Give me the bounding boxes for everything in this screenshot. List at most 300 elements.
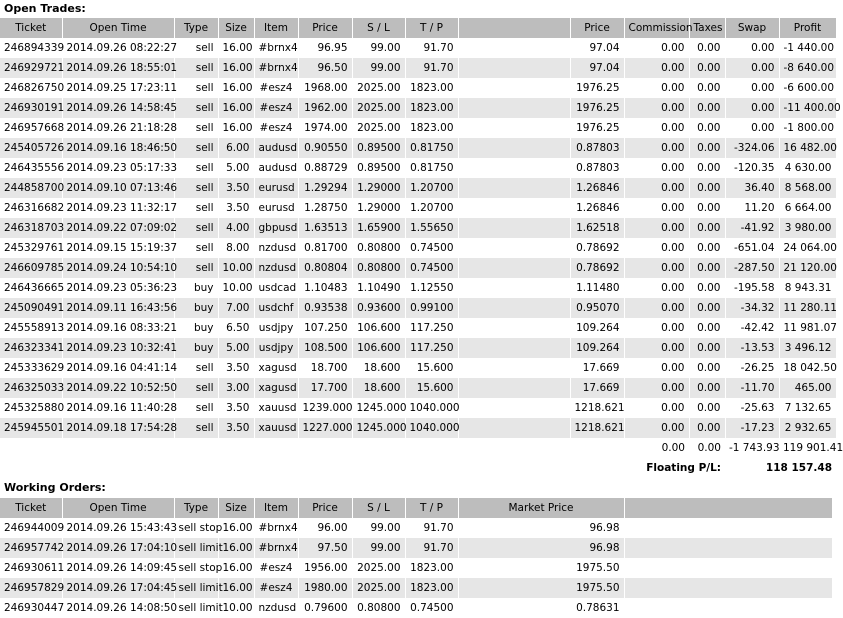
cell-size: 3.50 [218, 198, 254, 218]
cell-swap: 36.40 [725, 178, 779, 198]
cell-size: 3.50 [218, 178, 254, 198]
cell-item: xagusd [254, 358, 298, 378]
cell-tp: 1823.00 [405, 578, 458, 598]
cell-profit: 8 568.00 [779, 178, 836, 198]
cell-ticket: 246318703 [0, 218, 62, 238]
cell-current-price: 0.87803 [570, 158, 624, 178]
cell-price: 96.50 [298, 58, 352, 78]
cell-type: sell [174, 398, 218, 418]
cell-swap: 0.00 [725, 98, 779, 118]
cell-ticket: 246826750 [0, 78, 62, 98]
cell-ticket: 246323341 [0, 338, 62, 358]
cell-tp: 1.20700 [405, 178, 458, 198]
cell-commission: 0.00 [624, 238, 689, 258]
cell-swap: 0.00 [725, 118, 779, 138]
cell-swap: -13.53 [725, 338, 779, 358]
cell-current-price: 0.87803 [570, 138, 624, 158]
cell-market-price: 96.98 [458, 518, 624, 538]
cell-item: audusd [254, 138, 298, 158]
cell-open-time: 2014.09.24 10:54:10 [62, 258, 174, 278]
cell-blank [624, 518, 832, 538]
cell-open-time: 2014.09.26 14:08:50 [62, 598, 174, 618]
cell-profit: -6 600.00 [779, 78, 836, 98]
cell-profit: 3 980.00 [779, 218, 836, 238]
cell-open-time: 2014.09.18 17:54:28 [62, 418, 174, 438]
wo-col-size: Size [218, 498, 254, 518]
cell-sl: 99.00 [352, 38, 405, 58]
cell-taxes: 0.00 [689, 178, 725, 198]
cell-price: 1962.00 [298, 98, 352, 118]
cell-ticket: 245945501 [0, 418, 62, 438]
cell-profit: -1 800.00 [779, 118, 836, 138]
cell-item: xauusd [254, 418, 298, 438]
cell-tp: 0.74500 [405, 598, 458, 618]
cell-tp: 15.600 [405, 358, 458, 378]
cell-type: buy [174, 318, 218, 338]
cell-current-price: 1976.25 [570, 78, 624, 98]
cell-swap: -34.32 [725, 298, 779, 318]
cell-open-time: 2014.09.15 15:19:37 [62, 238, 174, 258]
col-blank [458, 18, 570, 38]
totals-row [0, 438, 836, 458]
table-row [0, 398, 836, 418]
cell-price: 96.00 [298, 518, 352, 538]
cell-size: 16.00 [218, 578, 254, 598]
cell-current-price: 17.669 [570, 378, 624, 398]
cell-tp: 91.70 [405, 58, 458, 78]
cell-open-time: 2014.09.26 14:09:45 [62, 558, 174, 578]
cell-profit: 7 132.65 [779, 398, 836, 418]
cell-item: #brnx4 [254, 58, 298, 78]
cell-ticket: 245329761 [0, 238, 62, 258]
cell-profit: 24 064.00 [779, 238, 836, 258]
cell-item: #esz4 [254, 558, 298, 578]
total-swap: -1 743.93 [725, 438, 779, 458]
cell-current-price: 97.04 [570, 38, 624, 58]
cell-commission: 0.00 [624, 198, 689, 218]
cell-taxes: 0.00 [689, 218, 725, 238]
cell-current-price: 1976.25 [570, 98, 624, 118]
cell-ticket: 246930191 [0, 98, 62, 118]
cell-tp: 117.250 [405, 318, 458, 338]
cell-current-price: 109.264 [570, 338, 624, 358]
cell-type: buy [174, 338, 218, 358]
cell-open-time: 2014.09.26 17:04:45 [62, 578, 174, 598]
col-profit: Profit [779, 18, 836, 38]
cell-commission: 0.00 [624, 38, 689, 58]
col-current-price: Price [570, 18, 624, 38]
cell-commission: 0.00 [624, 338, 689, 358]
table-row [0, 538, 832, 558]
cell-open-time: 2014.09.26 15:43:43 [62, 518, 174, 538]
cell-ticket: 246944009 [0, 518, 62, 538]
cell-swap: 0.00 [725, 38, 779, 58]
cell-commission: 0.00 [624, 318, 689, 338]
cell-type: sell [174, 98, 218, 118]
col-type: Type [174, 18, 218, 38]
cell-item: nzdusd [254, 258, 298, 278]
cell-blank [458, 38, 570, 58]
cell-commission: 0.00 [624, 158, 689, 178]
cell-sl: 1245.000 [352, 418, 405, 438]
cell-type: sell [174, 418, 218, 438]
col-tp: T / P [405, 18, 458, 38]
cell-size: 16.00 [218, 518, 254, 538]
cell-current-price: 1976.25 [570, 118, 624, 138]
cell-sl: 99.00 [352, 518, 405, 538]
cell-item: usdjpy [254, 318, 298, 338]
cell-size: 16.00 [218, 118, 254, 138]
cell-commission: 0.00 [624, 278, 689, 298]
cell-price: 0.80804 [298, 258, 352, 278]
cell-swap: -324.06 [725, 138, 779, 158]
cell-sl: 2025.00 [352, 118, 405, 138]
cell-commission: 0.00 [624, 58, 689, 78]
cell-price: 0.90550 [298, 138, 352, 158]
cell-tp: 0.99100 [405, 298, 458, 318]
cell-blank [458, 318, 570, 338]
wo-col-type: Type [174, 498, 218, 518]
working-orders-header-row [0, 498, 832, 518]
cell-profit: 2 932.65 [779, 418, 836, 438]
cell-price: 18.700 [298, 358, 352, 378]
cell-open-time: 2014.09.26 14:58:45 [62, 98, 174, 118]
cell-current-price: 1218.621 [570, 398, 624, 418]
cell-commission: 0.00 [624, 298, 689, 318]
cell-profit: -11 400.00 [779, 98, 836, 118]
cell-current-price: 0.78692 [570, 238, 624, 258]
cell-size: 6.00 [218, 138, 254, 158]
cell-taxes: 0.00 [689, 198, 725, 218]
cell-blank [458, 78, 570, 98]
cell-commission: 0.00 [624, 398, 689, 418]
cell-size: 16.00 [218, 78, 254, 98]
table-row [0, 58, 836, 78]
cell-price: 1.28750 [298, 198, 352, 218]
cell-item: nzdusd [254, 238, 298, 258]
cell-size: 7.00 [218, 298, 254, 318]
cell-taxes: 0.00 [689, 398, 725, 418]
cell-profit: 465.00 [779, 378, 836, 398]
cell-size: 16.00 [218, 98, 254, 118]
cell-blank [458, 398, 570, 418]
cell-commission: 0.00 [624, 138, 689, 158]
cell-profit: 6 664.00 [779, 198, 836, 218]
cell-tp: 1.20700 [405, 198, 458, 218]
cell-size: 4.00 [218, 218, 254, 238]
cell-swap: -42.42 [725, 318, 779, 338]
cell-sl: 1.29000 [352, 198, 405, 218]
cell-item: #esz4 [254, 98, 298, 118]
cell-sl: 0.80800 [352, 598, 405, 618]
cell-blank [624, 598, 832, 618]
col-commission: Commission [624, 18, 689, 38]
table-row [0, 278, 836, 298]
col-ticket: Ticket [0, 18, 62, 38]
cell-swap: 11.20 [725, 198, 779, 218]
wo-col-item: Item [254, 498, 298, 518]
cell-taxes: 0.00 [689, 278, 725, 298]
cell-type: sell [174, 198, 218, 218]
cell-taxes: 0.00 [689, 58, 725, 78]
cell-blank [624, 538, 832, 558]
cell-current-price: 17.669 [570, 358, 624, 378]
cell-commission: 0.00 [624, 218, 689, 238]
cell-item: #brnx4 [254, 538, 298, 558]
table-row [0, 198, 836, 218]
cell-current-price: 0.78692 [570, 258, 624, 278]
cell-item: #brnx4 [254, 518, 298, 538]
table-row [0, 138, 836, 158]
cell-type: sell limit [174, 578, 218, 598]
cell-item: #esz4 [254, 78, 298, 98]
cell-type: sell [174, 178, 218, 198]
table-row [0, 378, 836, 398]
cell-taxes: 0.00 [689, 38, 725, 58]
cell-price: 0.88729 [298, 158, 352, 178]
cell-item: #esz4 [254, 118, 298, 138]
cell-commission: 0.00 [624, 118, 689, 138]
cell-taxes: 0.00 [689, 98, 725, 118]
cell-sl: 0.89500 [352, 138, 405, 158]
cell-sl: 0.93600 [352, 298, 405, 318]
cell-open-time: 2014.09.26 08:22:27 [62, 38, 174, 58]
wo-col-blank [624, 498, 832, 518]
cell-blank [458, 218, 570, 238]
cell-swap: 0.00 [725, 78, 779, 98]
cell-blank [458, 378, 570, 398]
cell-price: 96.95 [298, 38, 352, 58]
cell-ticket: 245558913 [0, 318, 62, 338]
cell-sl: 1.65900 [352, 218, 405, 238]
cell-swap: -651.04 [725, 238, 779, 258]
cell-swap: 0.00 [725, 58, 779, 78]
cell-tp: 1823.00 [405, 78, 458, 98]
cell-open-time: 2014.09.26 21:18:28 [62, 118, 174, 138]
cell-blank [458, 418, 570, 438]
cell-ticket: 246435556 [0, 158, 62, 178]
cell-ticket: 246957829 [0, 578, 62, 598]
cell-market-price: 0.78631 [458, 598, 624, 618]
cell-ticket: 246436665 [0, 278, 62, 298]
table-row [0, 558, 832, 578]
cell-open-time: 2014.09.23 05:17:33 [62, 158, 174, 178]
cell-type: sell [174, 378, 218, 398]
cell-sl: 0.80800 [352, 258, 405, 278]
working-orders-title: Working Orders: [4, 481, 106, 494]
cell-tp: 0.74500 [405, 258, 458, 278]
cell-commission: 0.00 [624, 258, 689, 278]
cell-swap: -17.23 [725, 418, 779, 438]
cell-sl: 106.600 [352, 338, 405, 358]
cell-sl: 2025.00 [352, 98, 405, 118]
cell-ticket: 245333629 [0, 358, 62, 378]
cell-taxes: 0.00 [689, 238, 725, 258]
cell-item: gbpusd [254, 218, 298, 238]
cell-blank [458, 198, 570, 218]
cell-item: xagusd [254, 378, 298, 398]
total-taxes: 0.00 [689, 438, 725, 458]
open-trades-title: Open Trades: [4, 2, 86, 15]
cell-current-price: 0.95070 [570, 298, 624, 318]
cell-swap: -195.58 [725, 278, 779, 298]
table-row [0, 578, 832, 598]
cell-ticket: 245090491 [0, 298, 62, 318]
wo-col-ticket: Ticket [0, 498, 62, 518]
cell-type: sell [174, 358, 218, 378]
cell-open-time: 2014.09.26 17:04:10 [62, 538, 174, 558]
cell-price: 1239.000 [298, 398, 352, 418]
cell-type: sell [174, 118, 218, 138]
cell-type: sell [174, 158, 218, 178]
cell-ticket: 246316682 [0, 198, 62, 218]
cell-blank [458, 178, 570, 198]
cell-profit: 3 496.12 [779, 338, 836, 358]
cell-blank [458, 358, 570, 378]
cell-size: 6.50 [218, 318, 254, 338]
cell-blank [458, 258, 570, 278]
cell-sl: 18.600 [352, 358, 405, 378]
cell-taxes: 0.00 [689, 258, 725, 278]
table-row [0, 598, 832, 618]
cell-tp: 1040.000 [405, 418, 458, 438]
cell-type: buy [174, 278, 218, 298]
cell-open-time: 2014.09.16 08:33:21 [62, 318, 174, 338]
cell-type: sell [174, 138, 218, 158]
cell-open-time: 2014.09.16 11:40:28 [62, 398, 174, 418]
cell-size: 3.50 [218, 418, 254, 438]
cell-ticket: 244858700 [0, 178, 62, 198]
wo-col-market-price: Market Price [458, 498, 624, 518]
col-item: Item [254, 18, 298, 38]
cell-taxes: 0.00 [689, 78, 725, 98]
cell-size: 10.00 [218, 598, 254, 618]
cell-price: 1227.000 [298, 418, 352, 438]
cell-size: 5.00 [218, 338, 254, 358]
col-taxes: Taxes [689, 18, 725, 38]
cell-sl: 0.89500 [352, 158, 405, 178]
cell-tp: 0.74500 [405, 238, 458, 258]
table-row [0, 298, 836, 318]
open-trades-header-row [0, 18, 836, 38]
wo-col-sl: S / L [352, 498, 405, 518]
cell-swap: -11.70 [725, 378, 779, 398]
cell-market-price: 1975.50 [458, 558, 624, 578]
cell-ticket: 246325033 [0, 378, 62, 398]
table-row [0, 118, 836, 138]
cell-ticket: 246957668 [0, 118, 62, 138]
cell-price: 1980.00 [298, 578, 352, 598]
cell-price: 1974.00 [298, 118, 352, 138]
cell-profit: 21 120.00 [779, 258, 836, 278]
cell-type: sell [174, 78, 218, 98]
cell-current-price: 1218.621 [570, 418, 624, 438]
cell-taxes: 0.00 [689, 298, 725, 318]
open-trades-table [0, 18, 843, 478]
col-swap: Swap [725, 18, 779, 38]
wo-col-price: Price [298, 498, 352, 518]
cell-type: sell limit [174, 598, 218, 618]
cell-open-time: 2014.09.22 10:52:50 [62, 378, 174, 398]
cell-profit: 18 042.50 [779, 358, 836, 378]
col-open-time: Open Time [62, 18, 174, 38]
cell-commission: 0.00 [624, 378, 689, 398]
cell-ticket: 246957742 [0, 538, 62, 558]
cell-sl: 1.29000 [352, 178, 405, 198]
table-row [0, 338, 836, 358]
cell-type: sell limit [174, 538, 218, 558]
cell-sl: 1245.000 [352, 398, 405, 418]
cell-size: 10.00 [218, 278, 254, 298]
cell-sl: 99.00 [352, 538, 405, 558]
cell-ticket: 245405726 [0, 138, 62, 158]
cell-blank [458, 238, 570, 258]
cell-swap: -41.92 [725, 218, 779, 238]
table-row [0, 358, 836, 378]
col-price: Price [298, 18, 352, 38]
cell-profit: 11 280.11 [779, 298, 836, 318]
cell-blank [458, 338, 570, 358]
cell-open-time: 2014.09.16 18:46:50 [62, 138, 174, 158]
cell-current-price: 97.04 [570, 58, 624, 78]
cell-swap: -25.63 [725, 398, 779, 418]
cell-type: sell stop [174, 558, 218, 578]
cell-tp: 0.81750 [405, 158, 458, 178]
cell-sl: 1.10490 [352, 278, 405, 298]
wo-col-tp: T / P [405, 498, 458, 518]
total-profit: 119 901.41 [779, 438, 836, 458]
cell-tp: 1040.000 [405, 398, 458, 418]
cell-size: 16.00 [218, 558, 254, 578]
cell-current-price: 1.62518 [570, 218, 624, 238]
cell-tp: 117.250 [405, 338, 458, 358]
cell-open-time: 2014.09.23 05:36:23 [62, 278, 174, 298]
cell-blank [458, 278, 570, 298]
cell-sl: 18.600 [352, 378, 405, 398]
cell-tp: 15.600 [405, 378, 458, 398]
cell-profit: -8 640.00 [779, 58, 836, 78]
cell-price: 1956.00 [298, 558, 352, 578]
cell-type: buy [174, 298, 218, 318]
cell-size: 3.00 [218, 378, 254, 398]
cell-size: 3.50 [218, 358, 254, 378]
cell-open-time: 2014.09.16 04:41:14 [62, 358, 174, 378]
table-row [0, 418, 836, 438]
table-row [0, 38, 836, 58]
cell-market-price: 96.98 [458, 538, 624, 558]
cell-current-price: 1.26846 [570, 178, 624, 198]
cell-swap: -26.25 [725, 358, 779, 378]
cell-taxes: 0.00 [689, 318, 725, 338]
cell-open-time: 2014.09.25 17:23:11 [62, 78, 174, 98]
cell-type: sell [174, 38, 218, 58]
table-row [0, 218, 836, 238]
cell-blank [458, 138, 570, 158]
cell-ticket: 246609785 [0, 258, 62, 278]
cell-tp: 91.70 [405, 38, 458, 58]
cell-profit: 8 943.31 [779, 278, 836, 298]
floating-pl-value: 118 157.48 [725, 458, 836, 478]
cell-tp: 1823.00 [405, 98, 458, 118]
cell-type: sell [174, 238, 218, 258]
cell-current-price: 109.264 [570, 318, 624, 338]
working-orders-table [0, 498, 833, 618]
cell-sl: 2025.00 [352, 578, 405, 598]
cell-sl: 2025.00 [352, 78, 405, 98]
cell-open-time: 2014.09.22 07:09:02 [62, 218, 174, 238]
cell-blank [458, 98, 570, 118]
cell-blank [458, 118, 570, 138]
